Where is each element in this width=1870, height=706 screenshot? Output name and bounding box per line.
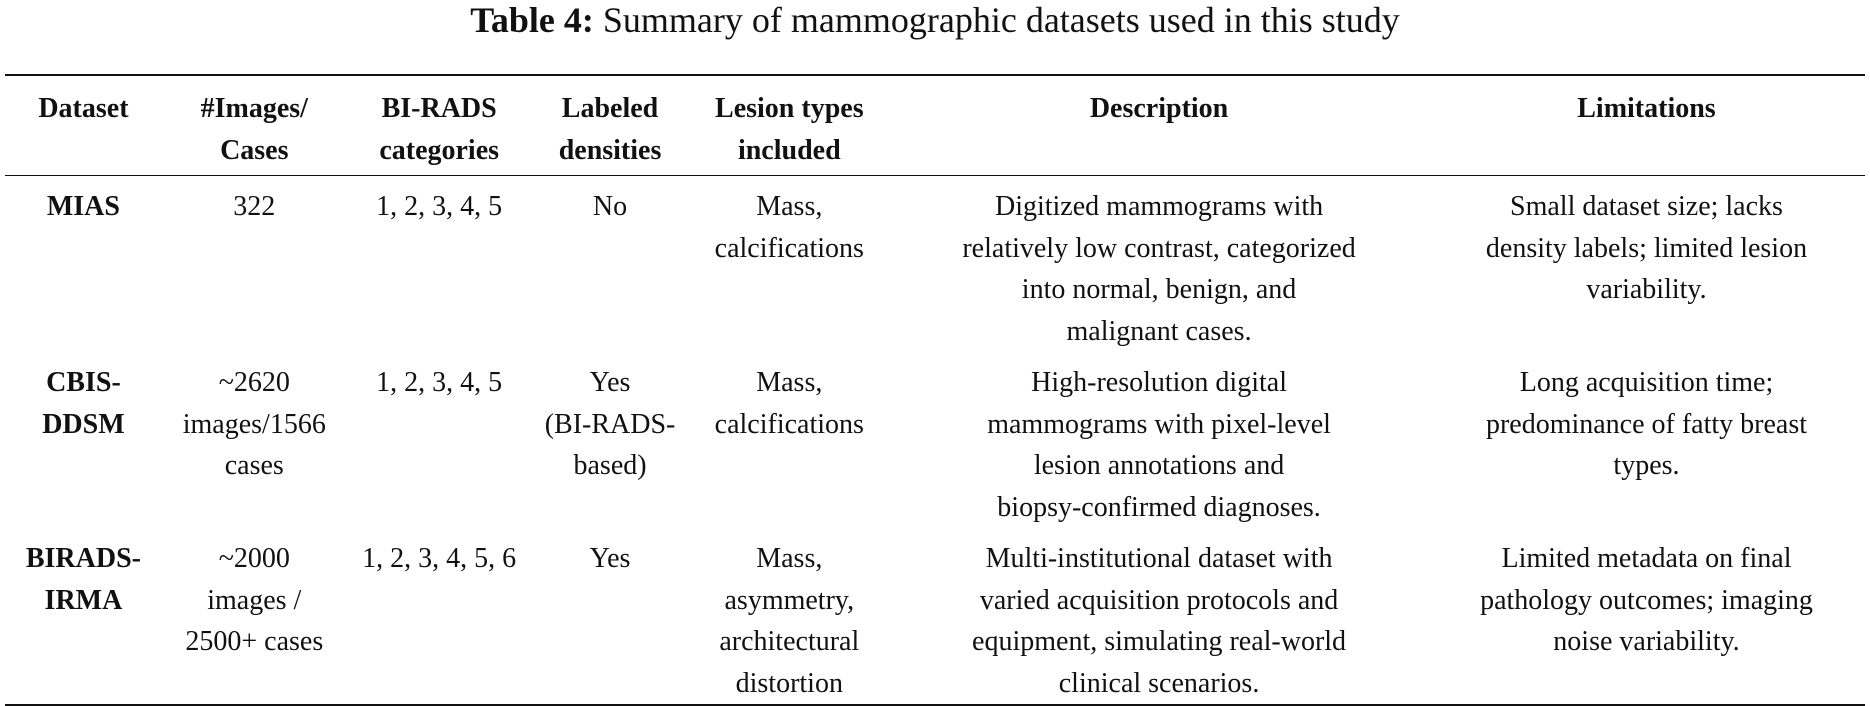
cell-lesion-types bbox=[688, 176, 890, 353]
cell-line: asymmetry, bbox=[724, 584, 855, 616]
column-header-line: BI-RADS bbox=[381, 93, 497, 124]
column-header-dataset bbox=[5, 75, 162, 176]
cell-line: malignant cases. bbox=[1066, 315, 1252, 347]
cell-limitations bbox=[1428, 352, 1865, 528]
cell-line: calcifications bbox=[714, 408, 864, 440]
cell-line: pathology outcomes; imaging bbox=[1480, 584, 1813, 616]
table-header bbox=[5, 75, 1865, 176]
column-header-line: categories bbox=[379, 134, 500, 166]
cell-line: architectural bbox=[719, 626, 860, 657]
table-body bbox=[5, 176, 1865, 706]
cell-line: noise variability. bbox=[1553, 626, 1740, 657]
cell-line: Small dataset size; lacks bbox=[1510, 191, 1783, 222]
cell-lesion-types bbox=[688, 352, 890, 528]
table-row bbox=[5, 352, 1865, 528]
cell-images-cases bbox=[162, 528, 347, 705]
cell-line: Long acquisition time; bbox=[1519, 367, 1774, 398]
cell-description bbox=[890, 352, 1428, 528]
cell-line: Digitized mammograms with bbox=[994, 191, 1324, 222]
column-header-line: densities bbox=[558, 134, 662, 166]
cell-line: (BI-RADS- bbox=[544, 408, 676, 440]
column-header-labeled-densities bbox=[532, 75, 689, 176]
datasets-table bbox=[5, 74, 1865, 706]
cell-limitations bbox=[1428, 176, 1865, 353]
cell-line: 1, 2, 3, 4, 5 bbox=[376, 191, 503, 222]
cell-line: Mass, bbox=[756, 191, 823, 222]
column-header-line: Labeled bbox=[561, 93, 659, 124]
cell-images-cases bbox=[162, 352, 347, 528]
cell-line: 1, 2, 3, 4, 5, 6 bbox=[362, 543, 517, 574]
cell-line: predominance of fatty breast bbox=[1485, 408, 1808, 440]
cell-line: density labels; limited lesion bbox=[1485, 232, 1808, 264]
column-header-line: included bbox=[737, 134, 841, 166]
cell-line: lesion annotations and bbox=[1033, 450, 1285, 481]
column-header-line: Limitations bbox=[1577, 93, 1716, 124]
column-header-birads-categories bbox=[347, 75, 532, 176]
cell-line: IRMA bbox=[44, 584, 123, 616]
column-header-line: Lesion types bbox=[715, 93, 864, 124]
table-row bbox=[5, 176, 1865, 353]
cell-line: 1, 2, 3, 4, 5 bbox=[376, 367, 503, 398]
cell-line: variability. bbox=[1586, 274, 1707, 305]
cell-line: images / bbox=[207, 584, 302, 616]
cell-line: mammograms with pixel-level bbox=[987, 408, 1331, 440]
caption-label: Table 4: bbox=[470, 0, 594, 40]
cell-line: Limited metadata on final bbox=[1501, 543, 1792, 574]
cell-line: relatively low contrast, categorized bbox=[962, 232, 1356, 264]
cell-line: images/1566 bbox=[182, 408, 326, 440]
cell-images-cases bbox=[162, 176, 347, 353]
column-header-line: Dataset bbox=[38, 93, 129, 124]
cell-line: Mass, bbox=[756, 367, 823, 398]
cell-line: Yes bbox=[589, 543, 631, 574]
cell-line: cases bbox=[224, 450, 284, 481]
cell-line: Multi-institutional dataset with bbox=[985, 543, 1333, 574]
cell-lesion-types bbox=[688, 528, 890, 705]
cell-line: Mass, bbox=[756, 543, 823, 574]
cell-labeled-densities bbox=[532, 176, 689, 353]
cell-birads-categories bbox=[347, 176, 532, 353]
column-header-line: Cases bbox=[220, 134, 289, 166]
cell-dataset bbox=[5, 176, 162, 353]
cell-line: equipment, simulating real-world bbox=[972, 626, 1347, 657]
cell-dataset bbox=[5, 528, 162, 705]
cell-line: ~2620 bbox=[218, 367, 290, 398]
cell-line: No bbox=[592, 191, 628, 222]
column-header-line: Description bbox=[1089, 93, 1229, 124]
column-header-lesion-types bbox=[688, 75, 890, 176]
cell-description bbox=[890, 528, 1428, 705]
cell-line: DDSM bbox=[42, 408, 125, 440]
cell-line: types. bbox=[1613, 450, 1680, 481]
column-header-limitations bbox=[1428, 75, 1865, 176]
cell-line: distortion bbox=[735, 667, 843, 699]
table-row bbox=[5, 528, 1865, 705]
cell-labeled-densities bbox=[532, 528, 689, 705]
cell-line: clinical scenarios. bbox=[1058, 667, 1260, 699]
cell-line: CBIS- bbox=[46, 367, 121, 398]
cell-line: High-resolution digital bbox=[1031, 367, 1287, 398]
cell-dataset bbox=[5, 352, 162, 528]
cell-line: biopsy-confirmed diagnoses. bbox=[997, 491, 1321, 523]
cell-line: BIRADS- bbox=[25, 543, 141, 574]
cell-line: ~2000 bbox=[218, 543, 290, 574]
cell-line: into normal, benign, and bbox=[1021, 274, 1297, 305]
cell-line: MIAS bbox=[46, 191, 120, 222]
table-caption bbox=[0, 0, 1870, 40]
cell-line: calcifications bbox=[714, 232, 864, 264]
caption-text: Summary of mammographic datasets used in this study bbox=[602, 0, 1400, 40]
cell-line: based) bbox=[573, 450, 647, 481]
cell-birads-categories bbox=[347, 352, 532, 528]
cell-line: Yes bbox=[589, 367, 631, 398]
column-header-line: #Images/ bbox=[200, 93, 308, 124]
column-header-description bbox=[890, 75, 1428, 176]
header-row bbox=[5, 75, 1865, 176]
cell-line: 322 bbox=[233, 191, 276, 222]
column-header-images-cases bbox=[162, 75, 347, 176]
cell-limitations bbox=[1428, 528, 1865, 705]
cell-description bbox=[890, 176, 1428, 353]
cell-line: varied acquisition protocols and bbox=[979, 584, 1339, 616]
cell-birads-categories bbox=[347, 528, 532, 705]
cell-line: 2500+ cases bbox=[185, 626, 324, 657]
cell-labeled-densities bbox=[532, 352, 689, 528]
